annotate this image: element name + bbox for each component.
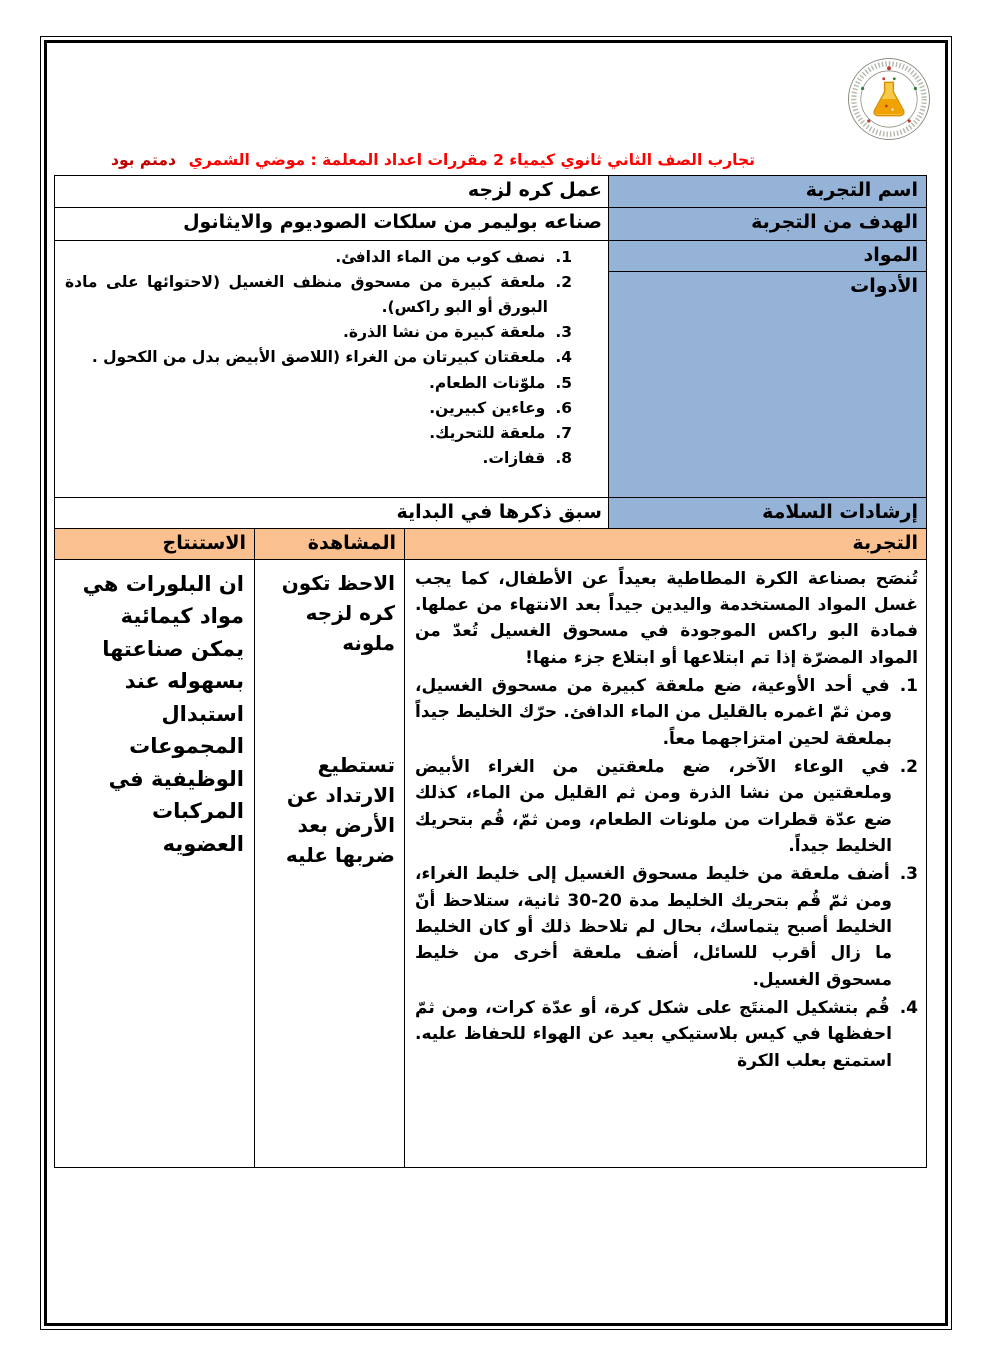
experiment-step bbox=[415, 754, 918, 859]
list-item bbox=[65, 245, 572, 270]
objective-value: صناعه بوليمر من سلكات الصوديوم والايثانول bbox=[55, 208, 609, 241]
experiment-intro: تُنصَح بصناعة الكرة المطاطية بعيداً عن الأطفال، كما يجب غسل المواد المستخدمة واليدين جيداً بعد الانتهاء من عملها. فمادة البو راكس الموجودة في مسحوق الغسيل تُعدّ من المواد المضرّة إذا تم ابتلاعها أو ابتلاع جزء منها! bbox=[415, 568, 918, 668]
conclusion-header: الاستنتاج bbox=[55, 528, 255, 559]
list-item bbox=[65, 320, 572, 345]
table-row bbox=[55, 241, 927, 272]
table-row bbox=[55, 498, 927, 529]
table-header-row bbox=[55, 528, 927, 559]
list-number: 7. bbox=[555, 423, 572, 442]
step-text: قُم بتشكيل المنتَج على شكل كرة، أو عدّة كرات، ومن ثمّ احفظها في كيس بلاستيكي بعيد عن الهواء للحفاظ عليه. استمتع بعلب الكرة bbox=[415, 998, 892, 1071]
conclusion-text: ان البلورات هي مواد كيمائية يمكن صناعتها بسهوله عند استبدال المجموعات الوظيفية في المركبات العضويه bbox=[82, 571, 244, 856]
observation-first: الاحظ تكون كره لزجه ملونه bbox=[281, 570, 395, 655]
procedure-table bbox=[54, 528, 927, 1168]
list-item bbox=[65, 371, 572, 396]
experiment-cell bbox=[405, 559, 927, 1167]
table-row bbox=[55, 208, 927, 241]
experiment-steps bbox=[415, 673, 918, 1074]
list-number: 3. bbox=[555, 323, 572, 342]
tools-label: الأدوات bbox=[609, 272, 927, 498]
list-item bbox=[65, 446, 572, 471]
list-number: 4. bbox=[555, 348, 572, 367]
experiment-info-table bbox=[54, 175, 927, 529]
step-text: في أحد الأوعية، ضع ملعقة كبيرة من مسحوق الغسيل، ومن ثمّ اغمره بالقليل من الماء الدافئ. حرّك الخليط جيداً بملعقة لحين امتزاجهما معاً. bbox=[415, 675, 892, 749]
objective-label: الهدف من التجربة bbox=[609, 208, 927, 241]
farewell-note: دمتم بود bbox=[111, 151, 176, 169]
observation-cell bbox=[255, 559, 405, 1167]
materials-label: المواد bbox=[609, 241, 927, 272]
experiment-step bbox=[415, 995, 918, 1074]
list-item-text: ملعقتان كبيرتان من الغراء (اللاصق الأبيض بدل من الكحول . bbox=[91, 348, 546, 367]
safety-label: إرشادات السلامة bbox=[609, 498, 927, 529]
table-row bbox=[55, 176, 927, 208]
experiment-step bbox=[415, 861, 918, 993]
conclusion-cell bbox=[55, 559, 255, 1167]
step-number: 4. bbox=[899, 998, 918, 1018]
experiment-step bbox=[415, 673, 918, 752]
list-item-text: ملعقة كبيرة من مسحوق منظف الغسيل (لاحتوائها على مادة البورق أو البو راكس). bbox=[65, 273, 548, 317]
list-item bbox=[65, 270, 572, 320]
list-item-text: ملعقة كبيرة من نشا الذرة. bbox=[343, 323, 546, 342]
document-header bbox=[65, 151, 927, 169]
list-number: 6. bbox=[555, 398, 572, 417]
page-border-inner bbox=[44, 40, 948, 1326]
observation-second: تستطيع الارتداد عن الأرض بعد ضربها عليه bbox=[285, 752, 395, 867]
step-number: 1. bbox=[899, 675, 918, 696]
table-row bbox=[55, 559, 927, 1167]
materials-tools-cell bbox=[55, 241, 609, 498]
logo-row bbox=[65, 59, 927, 147]
list-item-text: ملعقة للتحريك. bbox=[429, 423, 546, 442]
experiment-name-value: عمل كره لزجه bbox=[55, 176, 609, 208]
list-number: 5. bbox=[555, 373, 572, 392]
safety-value: سبق ذكرها في البداية bbox=[55, 498, 609, 529]
experiment-name-label: اسم التجربة bbox=[609, 176, 927, 208]
flask-emblem-icon bbox=[845, 55, 933, 143]
list-number: 1. bbox=[555, 248, 572, 266]
list-item bbox=[65, 345, 572, 370]
materials-list bbox=[65, 245, 600, 471]
list-number: 8. bbox=[555, 448, 572, 467]
list-number: 2. bbox=[555, 273, 572, 292]
document-title: تجارب الصف الثاني ثانوي كيمياء 2 مقررات اعداد المعلمة : موضي الشمري bbox=[188, 151, 755, 169]
list-item-text: نصف كوب من الماء الدافئ. bbox=[335, 248, 546, 266]
school-logo bbox=[845, 55, 933, 143]
step-number: 3. bbox=[899, 864, 918, 885]
page-border bbox=[40, 36, 952, 1330]
list-item-text: ملوّنات الطعام. bbox=[429, 373, 546, 392]
step-number: 2. bbox=[899, 756, 918, 777]
list-item-text: قفازات. bbox=[482, 448, 546, 467]
experiment-header: التجربة bbox=[405, 528, 927, 559]
step-text: في الوعاء الآخر، ضع ملعقتين من الغراء الأبيض وملعقتين من نشا الذرة ومن ثم القليل من الماء، كذلك ضع عدّة قطرات من ملونات الطعام، ومن ثمّ، قُم بتحريك الخليط جيداً. bbox=[415, 756, 892, 856]
step-text: أضف ملعقة من خليط مسحوق الغسيل إلى خليط الغراء، ومن ثمّ قُم بتحريك الخليط مدة 20-30 ثانية، ستلاحظ أنّ الخليط أصبح يتماسك، بحال لم تلاحظ ذلك أو كان الخليط ما زال أقرب للسائل، أضف ملعقة أخرى من خليط مسحوق الغسيل. bbox=[415, 864, 892, 990]
list-item bbox=[65, 396, 572, 421]
list-item bbox=[65, 421, 572, 446]
list-item-text: وعاءين كبيرين. bbox=[429, 398, 546, 417]
observation-header: المشاهدة bbox=[255, 528, 405, 559]
